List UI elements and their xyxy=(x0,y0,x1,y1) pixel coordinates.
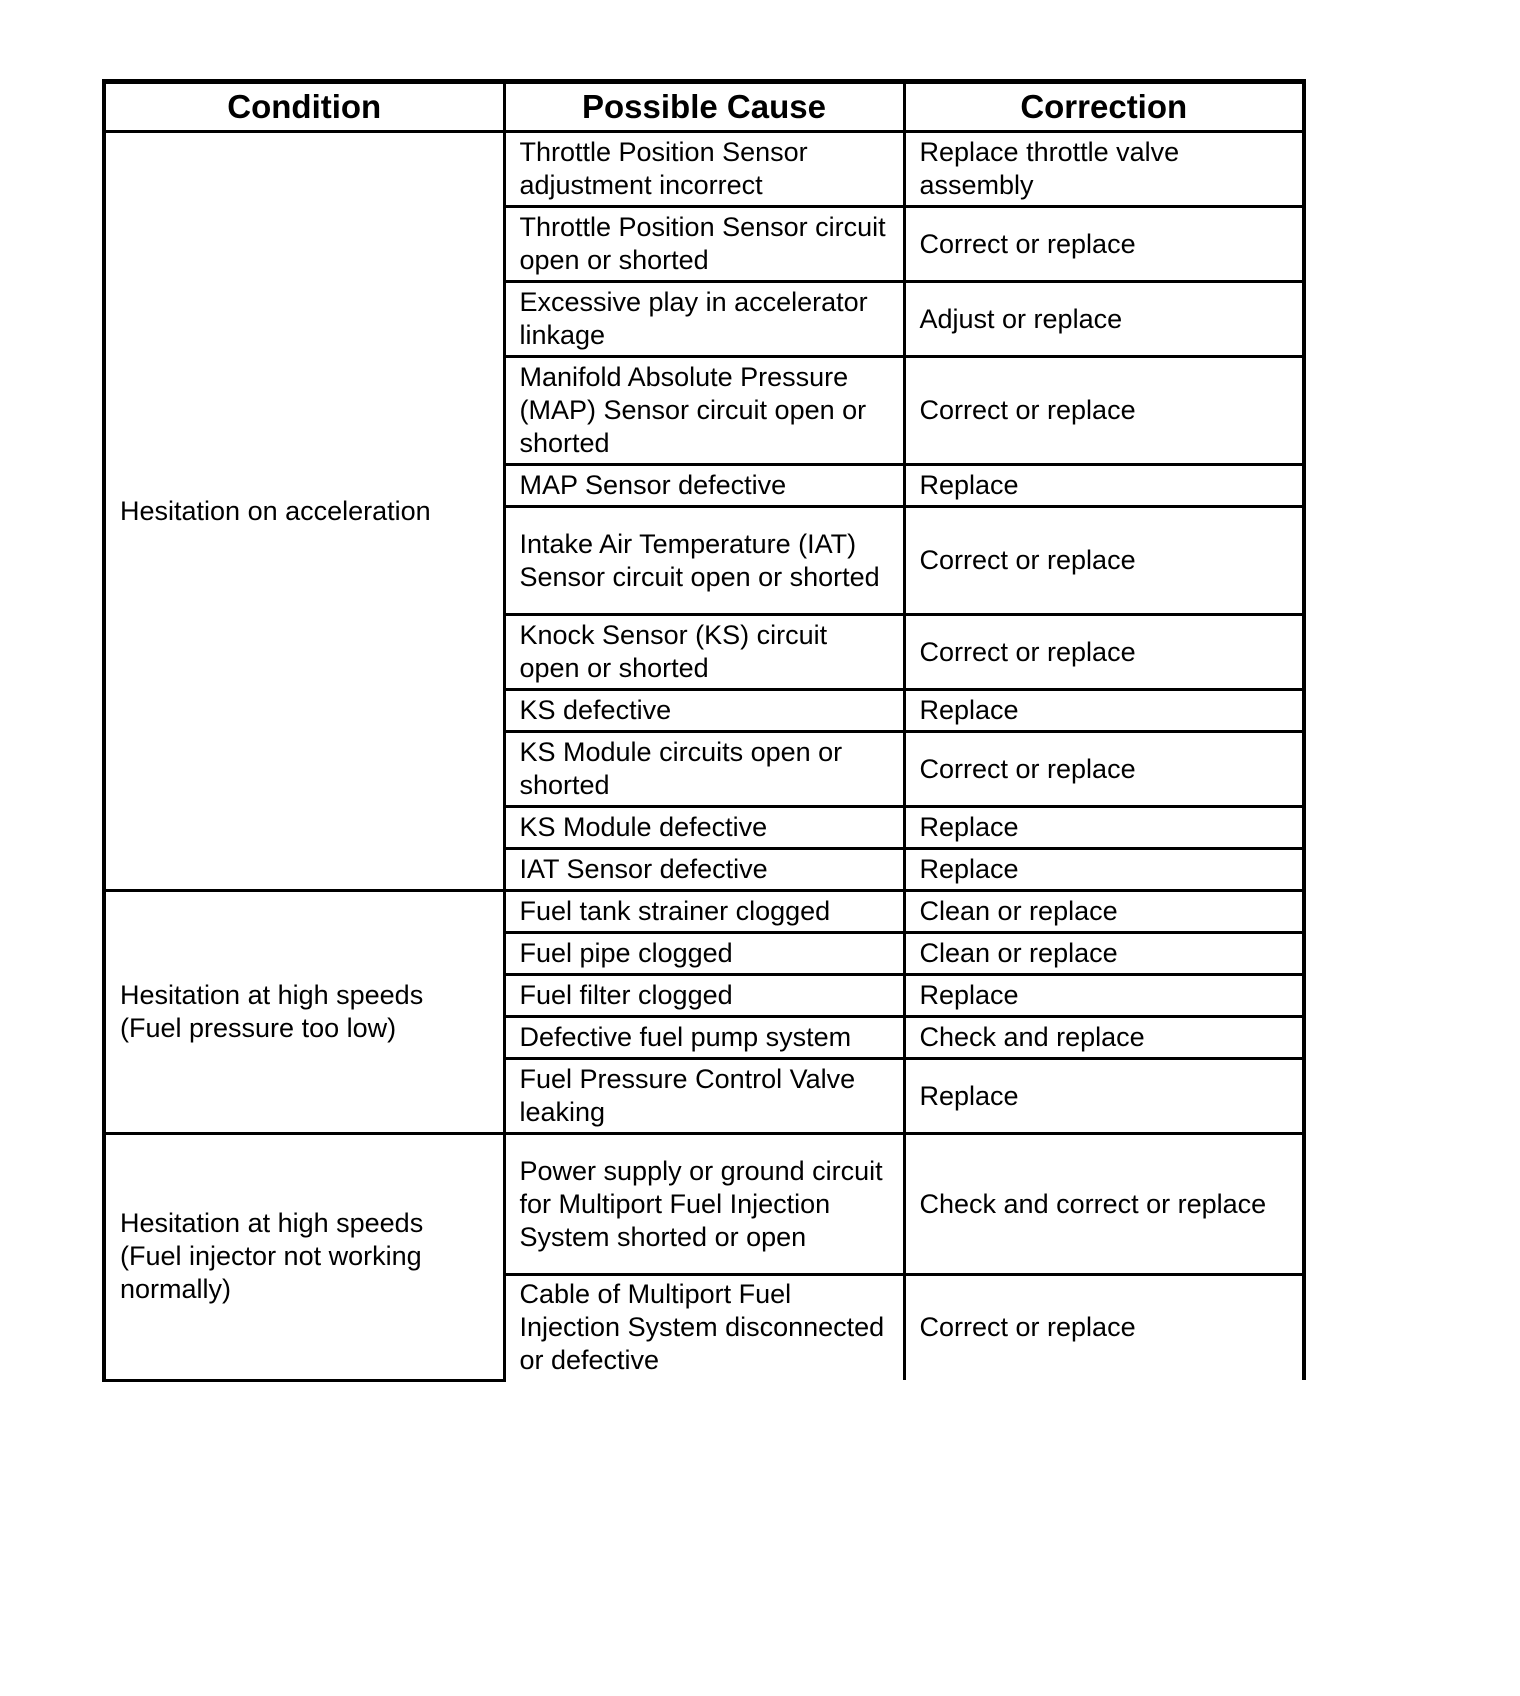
cause-cell: Throttle Position Sensor circuit open or shorted xyxy=(504,207,904,282)
correction-cell: Adjust or replace xyxy=(904,282,1304,357)
table-row xyxy=(104,132,1304,207)
diagnosis-table xyxy=(102,79,1306,1382)
correction-cell: Clean or replace xyxy=(904,933,1304,975)
cause-cell: Throttle Position Sensor adjustment incorrect xyxy=(504,132,904,207)
correction-cell: Check and replace xyxy=(904,1017,1304,1059)
correction-cell: Replace xyxy=(904,690,1304,732)
correction-cell: Correct or replace xyxy=(904,1275,1304,1381)
condition-cell: Hesitation at high speeds (Fuel pressure too low) xyxy=(104,891,504,1134)
correction-cell: Correct or replace xyxy=(904,732,1304,807)
cause-cell: KS defective xyxy=(504,690,904,732)
correction-cell: Check and correct or replace xyxy=(904,1134,1304,1275)
header-condition: Condition xyxy=(104,82,504,132)
cause-cell: Fuel Pressure Control Valve leaking xyxy=(504,1059,904,1134)
cause-cell: Defective fuel pump system xyxy=(504,1017,904,1059)
correction-cell: Replace xyxy=(904,465,1304,507)
correction-cell: Correct or replace xyxy=(904,357,1304,465)
correction-cell: Correct or replace xyxy=(904,615,1304,690)
correction-cell: Replace xyxy=(904,807,1304,849)
header-possible-cause: Possible Cause xyxy=(504,82,904,132)
cause-cell: KS Module circuits open or shorted xyxy=(504,732,904,807)
condition-cell: Hesitation at high speeds (Fuel injector not working normally) xyxy=(104,1134,504,1381)
correction-cell: Replace throttle valve assembly xyxy=(904,132,1304,207)
cause-cell: Knock Sensor (KS) circuit open or shorted xyxy=(504,615,904,690)
correction-cell: Correct or replace xyxy=(904,207,1304,282)
correction-cell: Clean or replace xyxy=(904,891,1304,933)
cause-cell: Manifold Absolute Pressure (MAP) Sensor circuit open or shorted xyxy=(504,357,904,465)
cause-cell: MAP Sensor defective xyxy=(504,465,904,507)
cause-cell: Fuel pipe clogged xyxy=(504,933,904,975)
condition-cell: Hesitation on acceleration xyxy=(104,132,504,891)
header-row xyxy=(104,82,1304,132)
cause-cell: Fuel tank strainer clogged xyxy=(504,891,904,933)
cause-cell: Fuel filter clogged xyxy=(504,975,904,1017)
cause-cell: KS Module defective xyxy=(504,807,904,849)
correction-cell: Replace xyxy=(904,1059,1304,1134)
correction-cell: Replace xyxy=(904,849,1304,891)
correction-cell: Correct or replace xyxy=(904,507,1304,615)
cause-cell: Power supply or ground circuit for Multiport Fuel Injection System shorted or open xyxy=(504,1134,904,1275)
table-row xyxy=(104,891,1304,933)
cause-cell: IAT Sensor defective xyxy=(504,849,904,891)
cause-cell: Excessive play in accelerator linkage xyxy=(504,282,904,357)
cause-cell: Cable of Multiport Fuel Injection System disconnected or defective xyxy=(504,1275,904,1381)
cause-cell: Intake Air Temperature (IAT) Sensor circuit open or shorted xyxy=(504,507,904,615)
correction-cell: Replace xyxy=(904,975,1304,1017)
table-row xyxy=(104,1134,1304,1275)
header-correction: Correction xyxy=(904,82,1304,132)
